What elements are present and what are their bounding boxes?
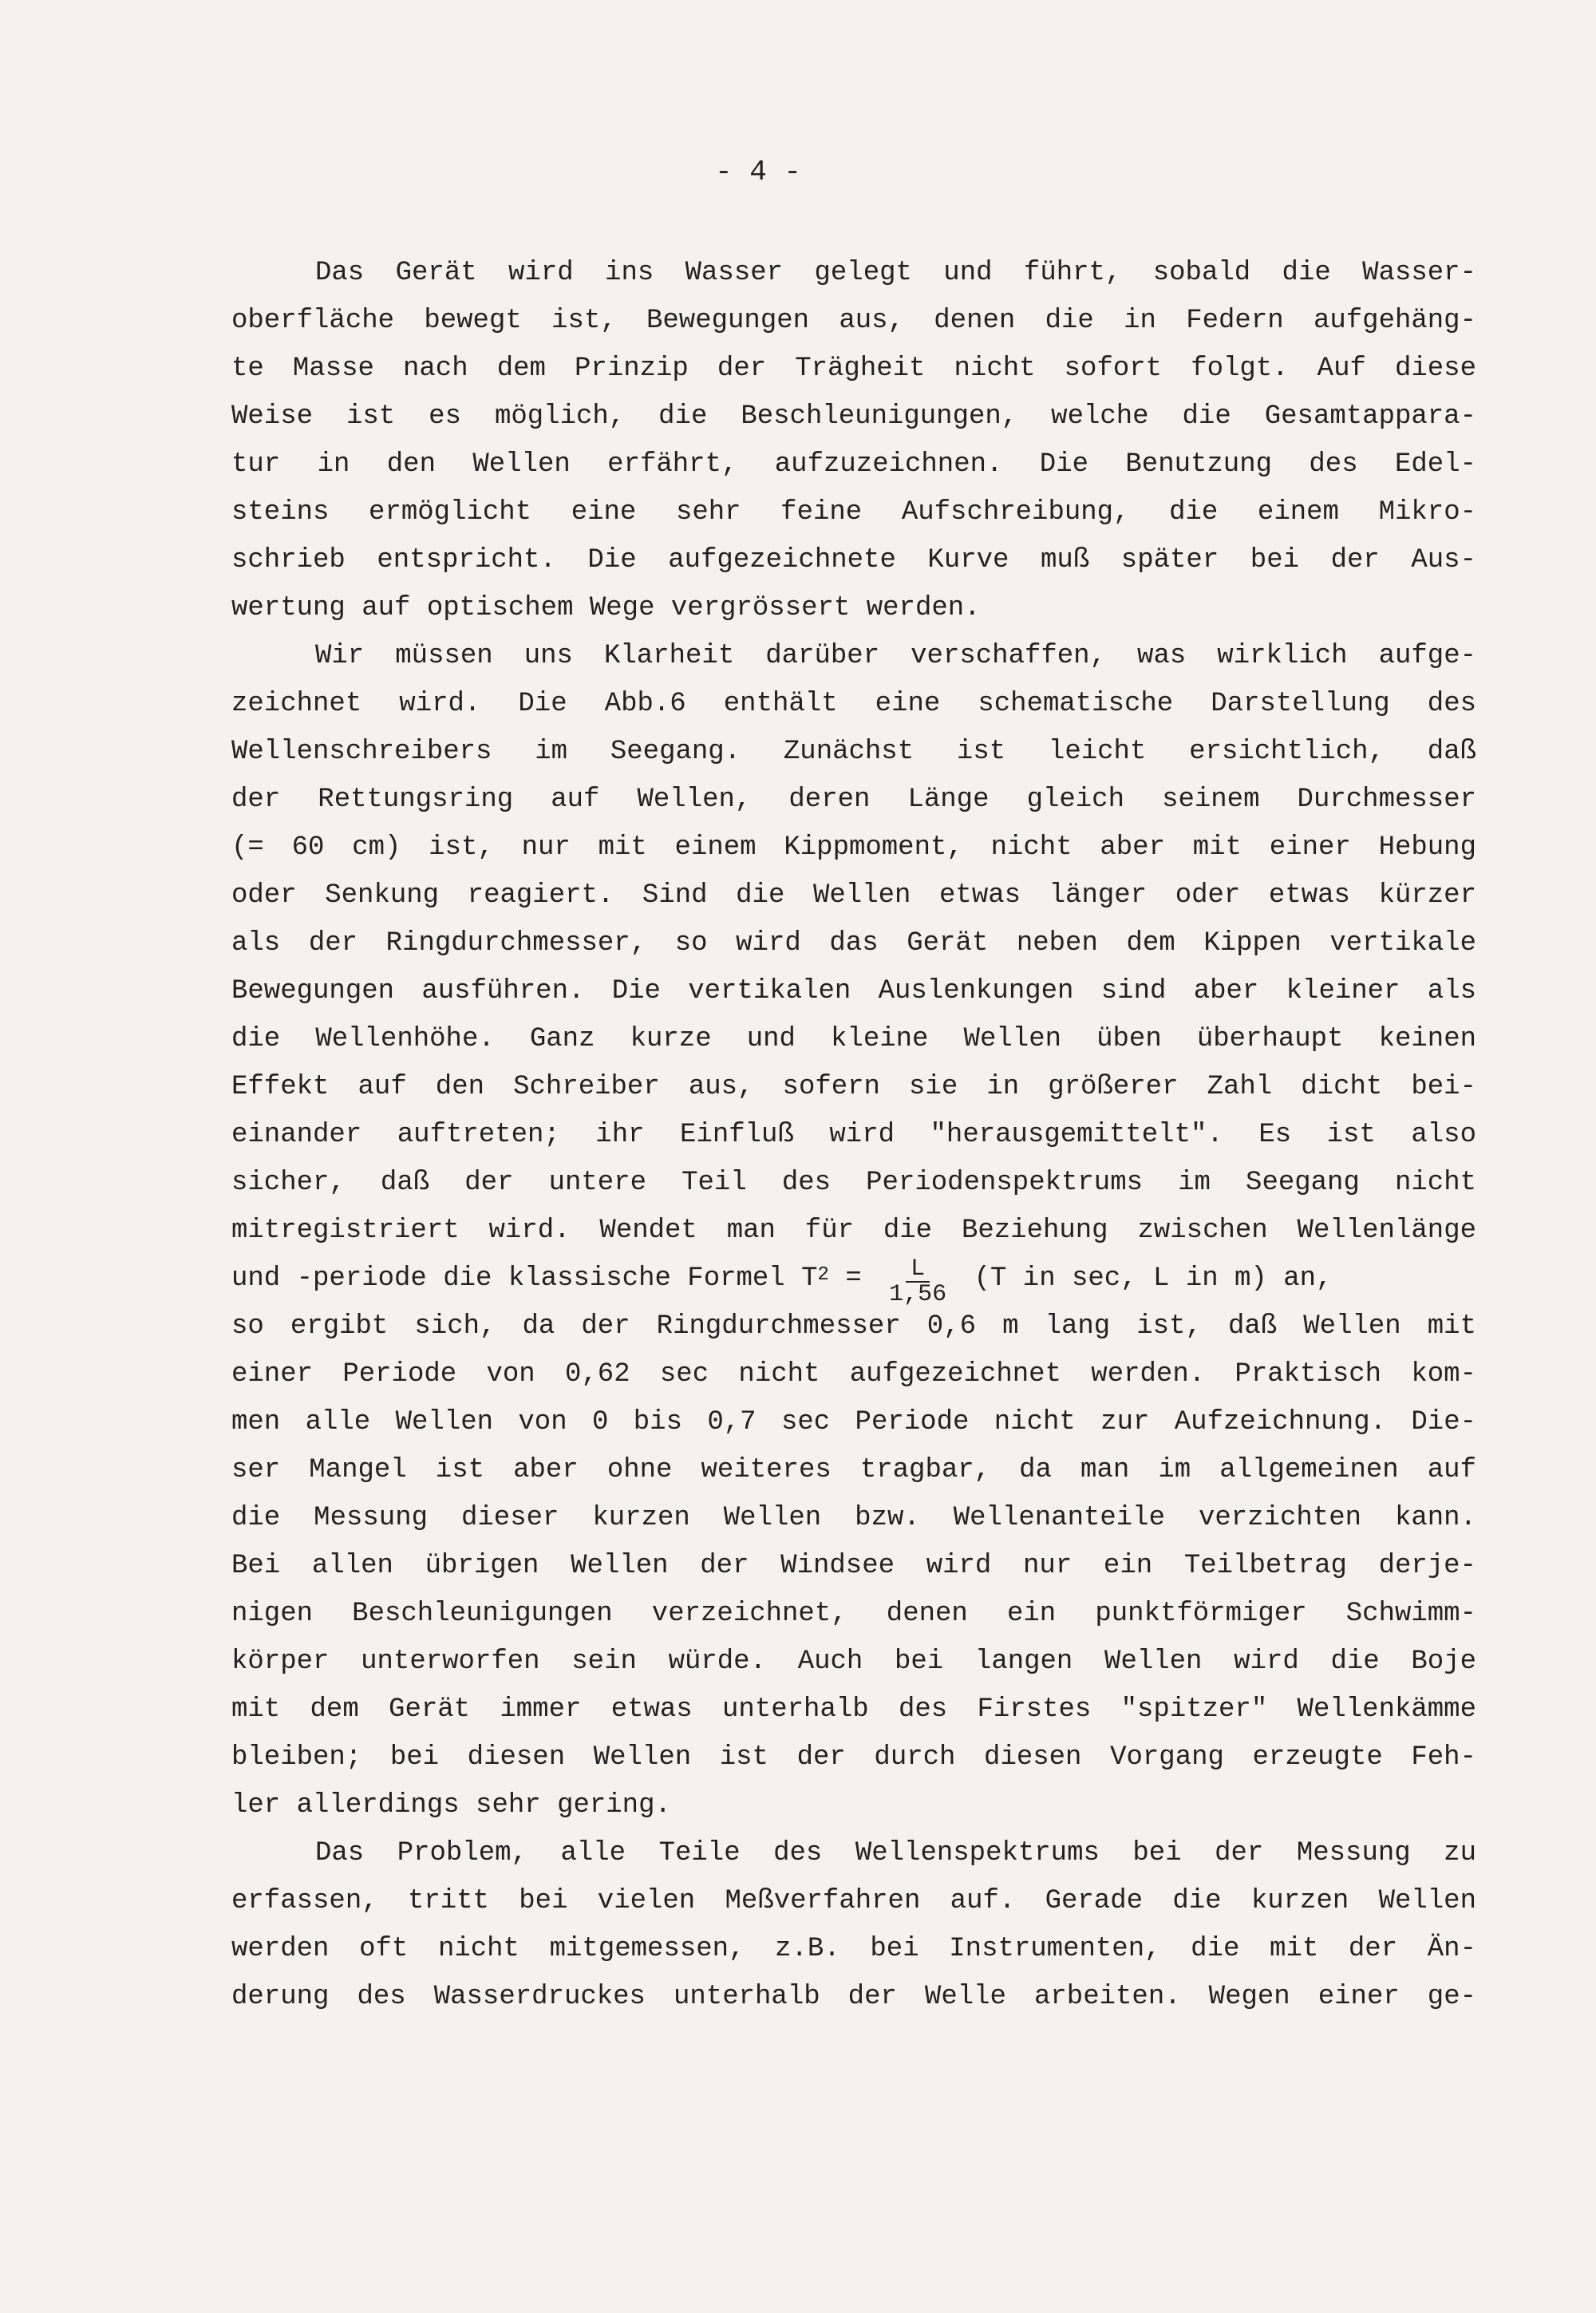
- text-line: Das Gerät wird ins Wasser gelegt und führt, sobald die Wasser-: [315, 258, 1476, 288]
- text-line: bleiben; bei diesen Wellen ist der durch diesen Vorgang erzeugte Feh-: [231, 1742, 1476, 1773]
- text-line: wertung auf optischem Wege vergrössert werden.: [231, 593, 981, 623]
- text-line: Bei allen übrigen Wellen der Windsee wird nur ein Teilbetrag derje-: [231, 1551, 1476, 1581]
- text-line: Bewegungen ausführen. Die vertikalen Auslenkungen sind aber kleiner als: [231, 976, 1476, 1006]
- text-line: oberfläche bewegt ist, Bewegungen aus, denen die in Federn aufgehäng-: [231, 306, 1476, 336]
- text-line: tur in den Wellen erfährt, aufzuzeichnen. Die Benutzung des Edel-: [231, 449, 1476, 480]
- text-line: Wellenschreibers im Seegang. Zunächst ist leicht ersichtlich, daß: [231, 737, 1476, 767]
- text-line: men alle Wellen von 0 bis 0,7 sec Periode nicht zur Aufzeichnung. Die-: [231, 1407, 1476, 1437]
- formula-equals: =: [828, 1263, 879, 1294]
- text-line: te Masse nach dem Prinzip der Trägheit nicht sofort folgt. Auf diese: [231, 354, 1476, 384]
- text-line: die Wellenhöhe. Ganz kurze und kleine Wellen üben überhaupt keinen: [231, 1024, 1476, 1054]
- formula-fraction: [886, 1257, 950, 1307]
- formula-numerator: L: [906, 1257, 930, 1283]
- text-line: Das Problem, alle Teile des Wellenspektrums bei der Messung zu: [315, 1838, 1476, 1868]
- text-line: als der Ringdurchmesser, so wird das Gerät neben dem Kippen vertikale: [231, 928, 1476, 959]
- formula-text-before: und -periode die klassische Formel T: [231, 1263, 818, 1294]
- text-line: einander auftreten; ihr Einfluß wird "herausgemittelt". Es ist also: [231, 1120, 1476, 1150]
- text-line: zeichnet wird. Die Abb.6 enthält eine schematische Darstellung des: [231, 689, 1476, 719]
- text-line: ler allerdings sehr gering.: [231, 1790, 671, 1821]
- text-line: werden oft nicht mitgemessen, z.B. bei Instrumenten, die mit der Än-: [231, 1934, 1476, 1964]
- page-number: - 4 -: [714, 156, 802, 188]
- text-line: derung des Wasserdruckes unterhalb der Welle arbeiten. Wegen einer ge-: [231, 1982, 1476, 2012]
- text-line: körper unterworfen sein würde. Auch bei langen Wellen wird die Boje: [231, 1647, 1476, 1677]
- formula-exponent: 2: [817, 1264, 829, 1286]
- formula-text-after: (T in sec, L in m) an,: [958, 1263, 1333, 1294]
- text-line: sicher, daß der untere Teil des Periodenspektrums im Seegang nicht: [231, 1168, 1476, 1198]
- text-line: Effekt auf den Schreiber aus, sofern sie in größerer Zahl dicht bei-: [231, 1072, 1476, 1102]
- text-line: steins ermöglicht eine sehr feine Aufschreibung, die einem Mikro-: [231, 497, 1476, 528]
- text-line: mit dem Gerät immer etwas unterhalb des Firstes "spitzer" Wellenkämme: [231, 1694, 1476, 1725]
- text-line: Weise ist es möglich, die Beschleunigungen, welche die Gesamtappara-: [231, 401, 1476, 432]
- text-line: oder Senkung reagiert. Sind die Wellen etwas länger oder etwas kürzer: [231, 880, 1476, 911]
- formula-denominator: 1,56: [889, 1281, 947, 1308]
- text-line: ser Mangel ist aber ohne weiteres tragbar, da man im allgemeinen auf: [231, 1455, 1476, 1485]
- text-line: schrieb entspricht. Die aufgezeichnete Kurve muß später bei der Aus-: [231, 545, 1476, 575]
- text-line: erfassen, tritt bei vielen Meßverfahren auf. Gerade die kurzen Wellen: [231, 1886, 1476, 1916]
- text-line: (= 60 cm) ist, nur mit einem Kippmoment, nicht aber mit einer Hebung: [231, 832, 1476, 863]
- formula-line: [231, 1255, 1476, 1308]
- text-line: die Messung dieser kurzen Wellen bzw. Wellenanteile verzichten kann.: [231, 1503, 1476, 1533]
- text-line: der Rettungsring auf Wellen, deren Länge gleich seinem Durchmesser: [231, 785, 1476, 815]
- text-line: so ergibt sich, da der Ringdurchmesser 0,6 m lang ist, daß Wellen mit: [231, 1311, 1476, 1342]
- text-line: Wir müssen uns Klarheit darüber verschaffen, was wirklich aufge-: [315, 641, 1476, 671]
- text-line: nigen Beschleunigungen verzeichnet, denen ein punktförmiger Schwimm-: [231, 1599, 1476, 1629]
- text-line: einer Periode von 0,62 sec nicht aufgezeichnet werden. Praktisch kom-: [231, 1359, 1476, 1390]
- text-line: mitregistriert wird. Wendet man für die Beziehung zwischen Wellenlänge: [231, 1216, 1476, 1246]
